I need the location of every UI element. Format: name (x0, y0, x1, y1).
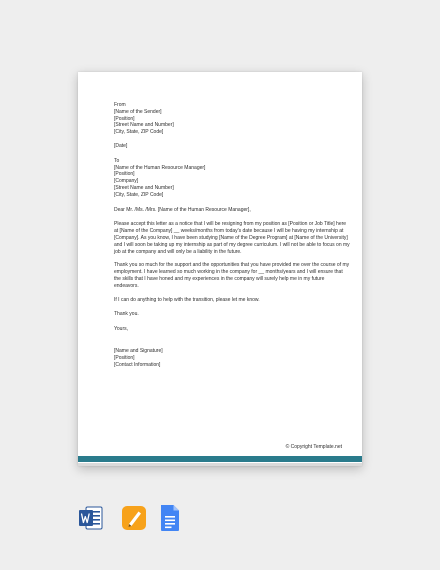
salutation: Dear Mr. /Ms. /Mrs. [Name of the Human Resource Manager], (114, 206, 251, 213)
sender-block (114, 102, 350, 136)
sender-line: [Street Name and Number] (114, 122, 174, 129)
microsoft-word-icon[interactable] (79, 504, 103, 532)
letter-date: [Date] (114, 142, 128, 149)
footer-grey-bar (78, 463, 362, 466)
recipient-line: [Name of the Human Resource Manager] (114, 164, 206, 171)
closing-line: Yours, (114, 326, 128, 333)
signature-line: [Contact Information] (114, 361, 161, 368)
signature-block (114, 348, 350, 368)
signature-line: [Name and Signature] (114, 347, 163, 354)
letter-page (78, 72, 362, 466)
sender-line: [Name of the Sender] (114, 108, 162, 115)
sender-line: [City, State, ZIP Code] (114, 129, 164, 136)
google-docs-icon[interactable] (158, 504, 182, 532)
sender-line: [Position] (114, 115, 135, 122)
recipient-line: To (114, 157, 120, 164)
paragraph-resignation-notice: Please accept this letter as a notice that I will be resigning from my position as [Position or Job Title] here at [Name of the Company] __ weeks/months from today's date because I will be having my internship at [Company]. As you know, I have been studying [Name of the Degree Program] at [Name of the University] and I will soon be taking up my internship as part of my degree curriculum. I will not be able to focus on my job at the company and will only be a liability in the future. (114, 221, 350, 255)
recipient-block (114, 158, 350, 199)
paragraph-transition-offer: If I can do anything to help with the transition, please let me know. (114, 296, 260, 303)
copyright-notice: © Copyright Template.net (285, 444, 342, 450)
footer-accent-bar (78, 456, 362, 462)
recipient-line: [City, State, ZIP Code] (114, 191, 164, 198)
apple-pages-icon[interactable] (122, 504, 146, 532)
letter-body (114, 102, 350, 368)
thank-you-line: Thank you. (114, 311, 139, 318)
recipient-line: [Street Name and Number] (114, 184, 174, 191)
recipient-line: [Position] (114, 171, 135, 178)
sender-line: From (114, 102, 126, 108)
recipient-line: [Company] (114, 178, 139, 185)
paragraph-gratitude: Thank you so much for the support and the opportunities that you have provided me over the course of my employment. I have learned so much working in the company for __ months/years and I will ensure that the skills that I have honed and my experiences in the company will surely help me in my future endeavors. (114, 262, 350, 289)
signature-line: [Position] (114, 354, 135, 361)
